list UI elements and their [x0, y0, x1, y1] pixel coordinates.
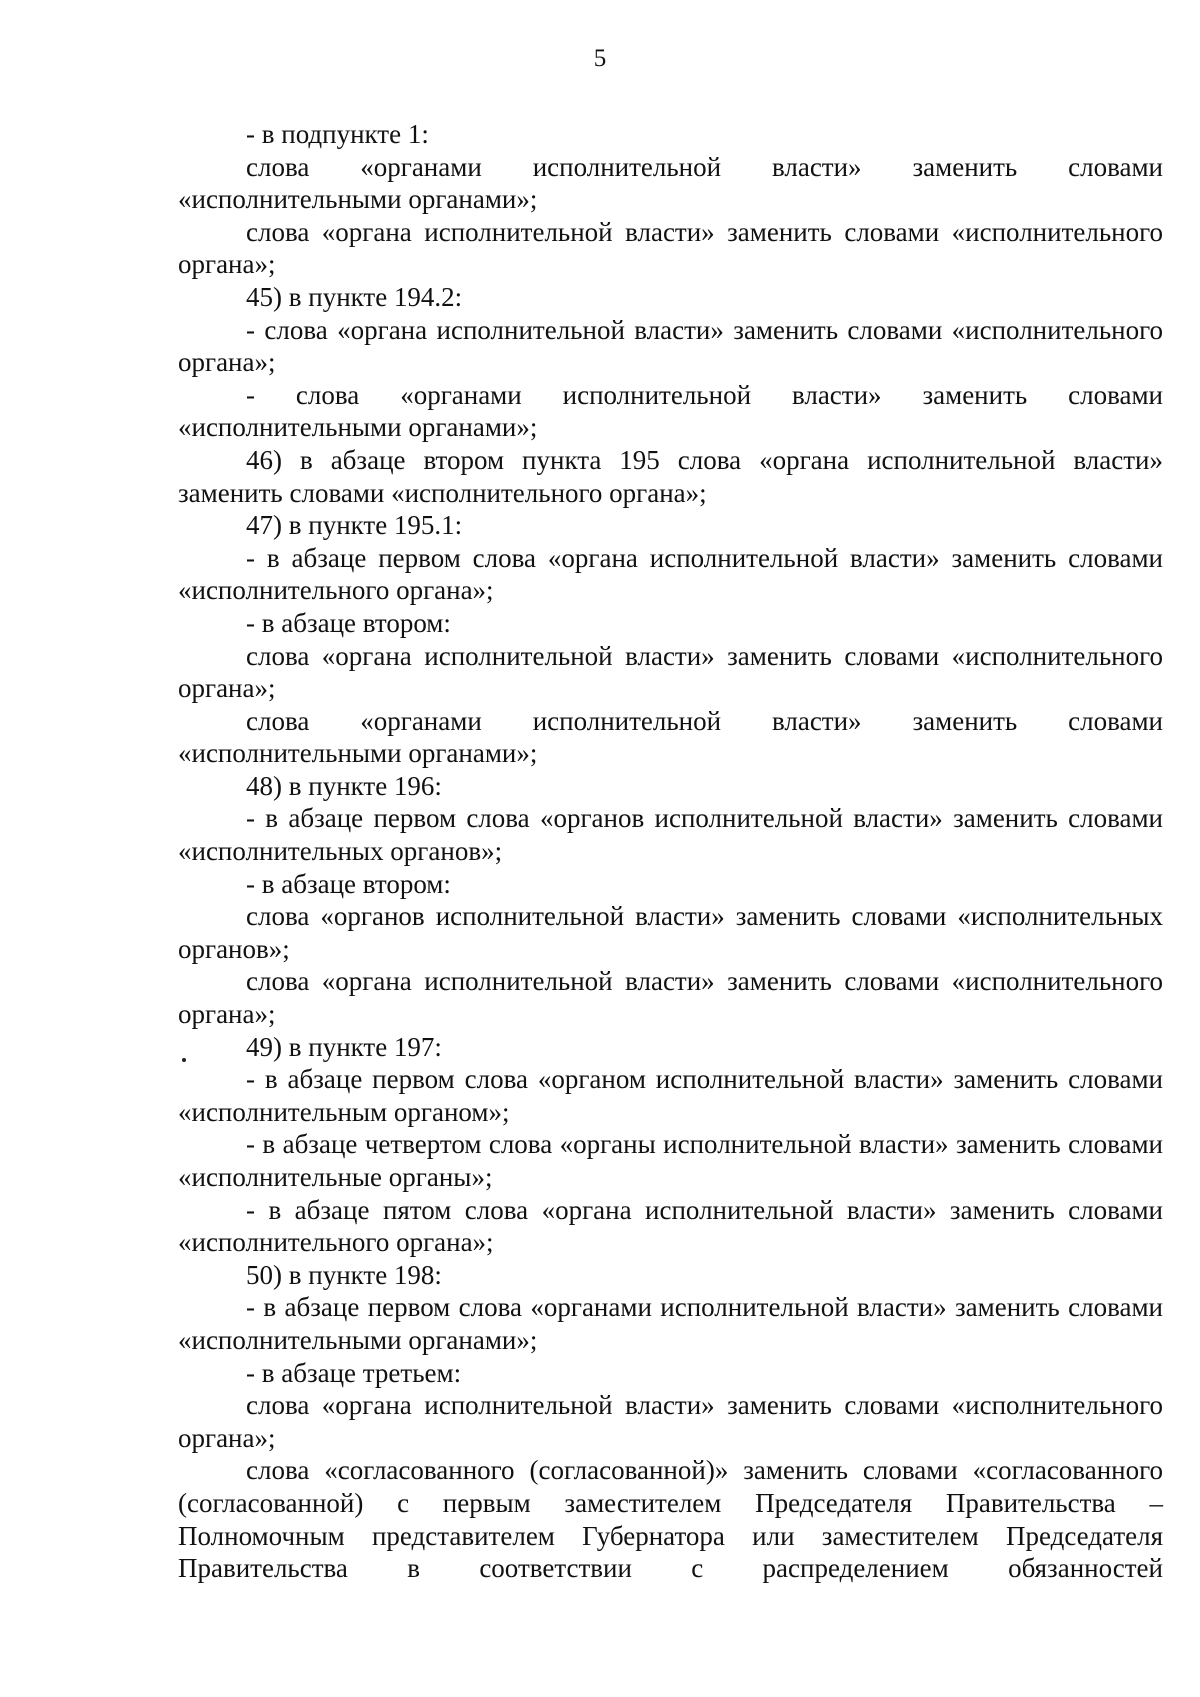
paragraph: - в абзаце четвертом слова «органы исполнительной власти» заменить словами «исполнительные органы»;	[178, 1129, 1163, 1192]
paragraph: слова «органа исполнительной власти» заменить словами «исполнительного органа»;	[178, 216, 1163, 280]
paragraph: - в абзаце первом слова «органа исполнительной власти» заменить словами «исполнительного органа»;	[178, 542, 1163, 606]
paragraph: 48) в пункте 196:	[246, 770, 442, 801]
paragraph: слова «органов исполнительной власти» заменить словами «исполнительных органов»;	[178, 901, 1163, 964]
paragraph: 46) в абзаце втором пункта 195 слова «органа исполнительной власти» заменить словами «исполнительного органа»;	[178, 444, 1163, 508]
paragraph: слова «органа исполнительной власти» заменить словами «исполнительного органа»;	[178, 966, 1163, 1030]
paragraph: слова «органа исполнительной власти» заменить словами «исполнительного органа»;	[178, 1390, 1163, 1453]
paragraph: - в подпункте 1:	[246, 119, 429, 149]
paragraph: - в абзаце пятом слова «органа исполнительной власти» заменить словами «исполнительного органа»;	[178, 1194, 1163, 1258]
paragraph: 50) в пункте 198:	[246, 1259, 442, 1290]
paragraph: - в абзаце третьем:	[246, 1357, 462, 1388]
paragraph: - в абзаце первом слова «органом исполнительной власти» заменить словами «исполнительным органом»;	[178, 1064, 1163, 1127]
paragraph: 47) в пункте 195.1:	[246, 510, 463, 541]
document-body	[178, 118, 1163, 1585]
paragraph: слова «органами исполнительной власти» заменить словами «исполнительными органами»;	[178, 151, 1163, 215]
paragraph: - в абзаце втором:	[246, 607, 451, 638]
paragraph: - слова «органами исполнительной власти» заменить словами «исполнительными органами»;	[178, 379, 1163, 443]
page-number: 5	[593, 45, 607, 72]
paragraph: - в абзаце втором:	[246, 868, 451, 899]
paragraph: слова «органа исполнительной власти» заменить словами «исполнительного органа»;	[178, 640, 1163, 704]
paragraph: - слова «органа исполнительной власти» заменить словами «исполнительного органа»;	[178, 314, 1163, 378]
paragraph: - в абзаце первом слова «органов исполнительной власти» заменить словами «исполнительных органов»;	[178, 803, 1163, 867]
paragraph: слова «органами исполнительной власти» заменить словами «исполнительными органами»;	[178, 705, 1163, 769]
paragraph: - в абзаце первом слова «органами исполнительной власти» заменить словами «исполнительными органами»;	[178, 1292, 1163, 1355]
paragraph: 49) в пункте 197:	[246, 1031, 442, 1062]
paragraph: 45) в пункте 194.2:	[246, 281, 463, 312]
paragraph-continued: слова «согласованного (согласованной)» заменить словами «согласованного (согласованной) с первым заместителем Председателя Правительства – Полномочным представителем Губернатора или заместителем Председателя Правительства в соответствии с распределением обязанностей	[178, 1455, 1163, 1584]
